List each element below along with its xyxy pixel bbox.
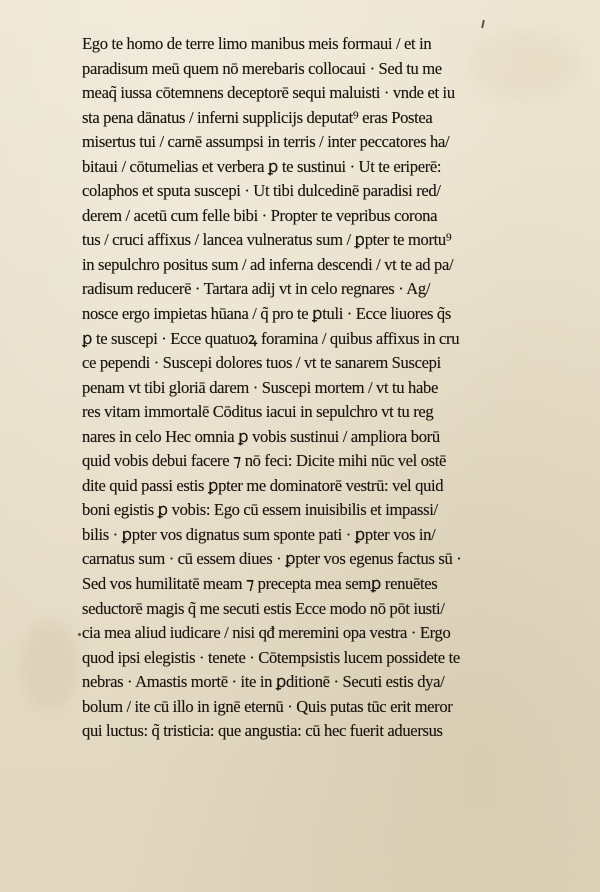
text-line: nares in celo Hec omnia ꝑ vobis sustinui / ampliora borū (82, 426, 440, 446)
text-line: meaq̃ iussa cōtemnens deceptorē sequi maluisti · vnde et iu (82, 83, 455, 103)
text-line: in sepulchro positus sum / ad inferna descendi / vt te ad pa/ (82, 254, 454, 274)
text-line: derem / acetū cum felle bibi · Propter te vepribus corona (82, 205, 438, 225)
text-line: colaphos et sputa suscepi · Ut tibi dulcedinē paradisi red/ (82, 181, 441, 201)
margin-dot (78, 633, 81, 636)
paper-stain (20, 620, 80, 710)
text-line: bitaui / cōtumelias et verbera ꝑ te sustinui · Ut te eriperē: (82, 156, 442, 176)
text-line: quid vobis debui facere ⁊ nō feci: Dicite mihi nūc vel ostē (82, 451, 447, 471)
text-line: bolum / ite cū illo in ignē eternū · Quis putas tūc erit meror (82, 696, 453, 716)
text-line: dite quid passi estis ꝑpter me dominatorē vestrū: vel quid (82, 475, 444, 495)
text-line: nebras · Amastis mortē · ite in ꝑditionē · Secuti estis dya/ (82, 672, 445, 692)
text-line: nosce ergo impietas hūana / q̃ pro te ꝑtuli · Ecce liuores q̃s (82, 304, 451, 324)
text-line: qui luctus: q̃ tristicia: que angustia: cū hec fuerit aduersus (82, 721, 443, 741)
text-line: tus / cruci affixus / lancea vulneratus sum / ꝑpter te mortu⁹ (82, 230, 452, 250)
text-line: quod ipsi elegistis · tenete · Cōtempsistis lucem possidete te (82, 647, 460, 667)
text-line: res vitam immortalē Cōditus iacui in sepulchro vt tu reg (82, 402, 434, 422)
text-line: bilis · ꝑpter vos dignatus sum sponte pati · ꝑpter vos in/ (82, 524, 436, 544)
printer-mark (481, 20, 485, 28)
text-line: Sed vos humilitatē meam ⁊ precepta mea semꝑ renuētes (82, 574, 438, 594)
text-line: ꝑ te suscepi · Ecce quatuoꝝ foramina / quibus affixus in cru (82, 328, 460, 348)
text-line: radisum reducerē · Tartara adij vt in celo regnares · Ag/ (82, 279, 431, 299)
text-line: Ego te homo de terre limo manibus meis formaui / et in (82, 34, 432, 53)
text-line: misertus tui / carnē assumpsi in terris / inter peccatores ha/ (82, 132, 450, 152)
text-line: ce pependi · Suscepi dolores tuos / vt te sanarem Suscepi (82, 353, 441, 373)
text-line: boni egistis ꝑ vobis: Ego cū essem inuisibilis et impassi/ (82, 500, 438, 520)
text-line: seductorē magis q̃ me secuti estis Ecce modo nō pōt iusti/ (82, 598, 445, 618)
text-line: sta pena dānatus / inferni supplicijs deputat⁹ eras Postea (82, 107, 433, 127)
text-line: cia mea aliud iudicare / nisi qđ meremini opa vestra · Ergo (82, 623, 451, 643)
text-column (82, 32, 552, 744)
text-line: carnatus sum · cū essem diues · ꝑpter vos egenus factus sū · (82, 549, 462, 569)
text-line: penam vt tibi gloriā darem · Suscepi mortem / vt tu habe (82, 377, 438, 397)
text-line: paradisum meū quem nō merebaris collocaui · Sed tu me (82, 58, 442, 78)
